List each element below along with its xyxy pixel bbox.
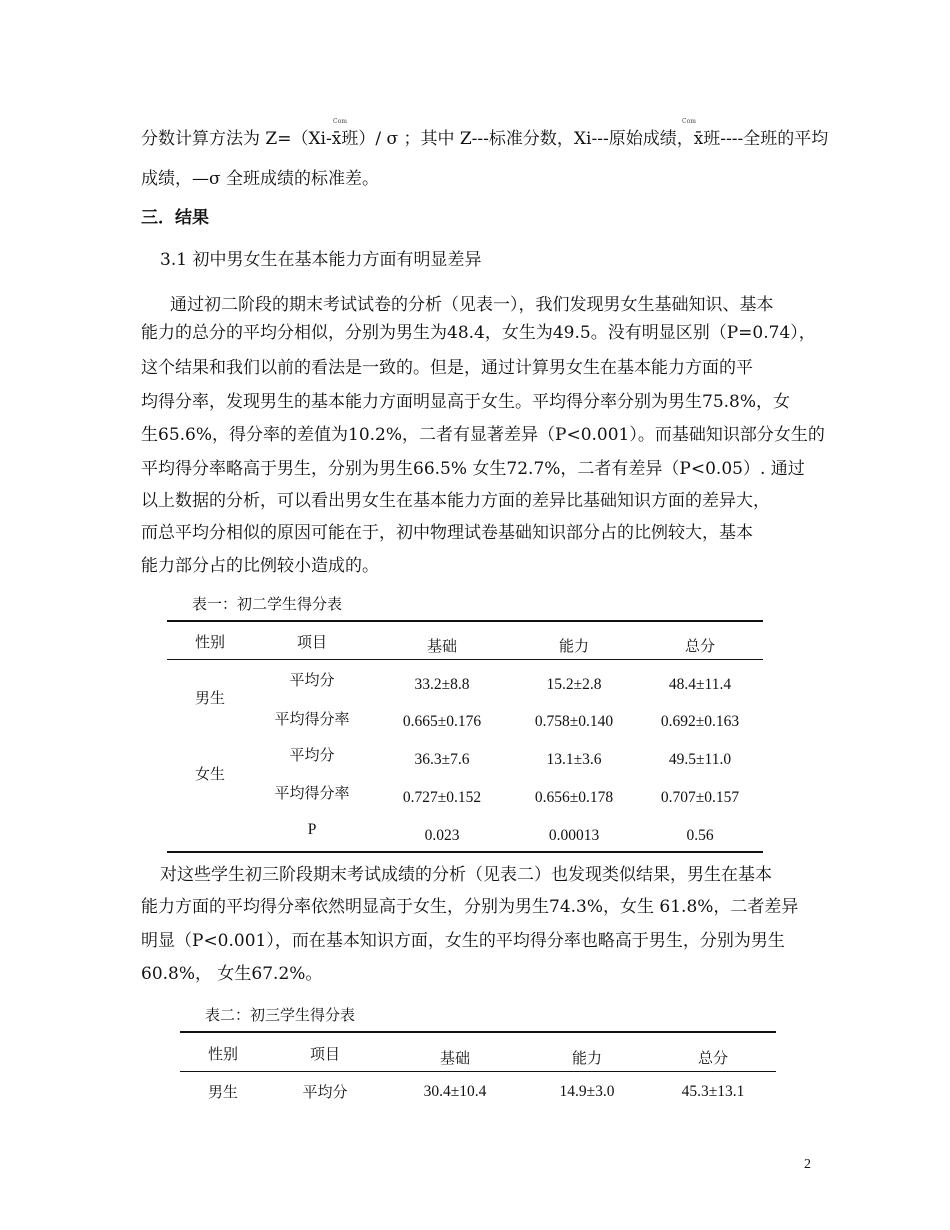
table-cell: 0.692±0.163	[660, 713, 740, 730]
table-cell: 0.707±0.157	[660, 789, 740, 806]
superscript-label-2: Com	[682, 118, 696, 125]
subsection-heading: 3.1 初中男女生在基本能力方面有明显差异	[160, 250, 482, 270]
table-row-label: 平均分	[302, 1083, 348, 1101]
table-row-label: 平均分	[289, 671, 335, 689]
paragraph-line: 对这些学生初三阶段期末考试成绩的分析（见表二）也发现类似结果，男生在基本	[160, 865, 772, 885]
table-row-label: 平均得分率	[274, 784, 350, 802]
paragraph-line: 而总平均分相似的原因可能在于，初中物理试卷基础知识部分占的比例较大，基本	[141, 523, 753, 543]
superscript-label-1: Com	[333, 118, 347, 125]
table-header-rule	[167, 659, 763, 660]
table-top-rule	[180, 1031, 776, 1033]
table-cell: 45.3±13.1	[681, 1083, 745, 1100]
paragraph-line: 通过初二阶段的期末考试试卷的分析（见表一），我们发现男女生基础知识、基本	[170, 295, 774, 315]
paragraph-line: 能力的总分的平均分相似，分别为男生为48.4，女生为49.5。没有明显区别（P=0.74），	[141, 323, 816, 343]
paragraph-line: 明显（P<0.001），而在基本知识方面，女生的平均得分率也略高于男生，分别为男生	[141, 931, 785, 951]
table-group-label: 男生	[207, 1083, 238, 1101]
paragraph-line: 平均得分率略高于男生，分别为男生66.5% 女生72.7%，二者有差异（P<0.05）. 通过	[141, 459, 805, 479]
paragraph-line: 生65.6%，得分率的差值为10.2%，二者有显著差异（P<0.001）。而基础知识部分女生的	[141, 425, 825, 445]
table-header-cell: 性别	[194, 633, 225, 651]
paragraph-line: 均得分率，发现男生的基本能力方面明显高于女生。平均得分率分别为男生75.8%，女	[141, 392, 791, 412]
table-header-cell: 性别	[207, 1045, 238, 1063]
formula-line-2: 成绩，—σ 全班成绩的标准差。	[141, 169, 380, 189]
table-header-rule	[180, 1071, 776, 1072]
page-number: 2	[804, 1157, 811, 1172]
table-header-cell: 项目	[296, 633, 327, 651]
table-cell: 13.1±3.6	[546, 751, 602, 768]
section-heading: 三．结果	[141, 208, 209, 228]
table-header-cell: 能力	[571, 1049, 602, 1067]
table-header-cell: 总分	[697, 1049, 728, 1067]
table-header-cell: 总分	[684, 637, 715, 655]
table-cell: 0.56	[686, 827, 714, 844]
paragraph-line: 以上数据的分析，可以看出男女生在基本能力方面的差异比基础知识方面的差异大，	[141, 491, 770, 511]
table-cell: 0.758±0.140	[534, 713, 614, 730]
table-cell: 0.00013	[548, 827, 600, 844]
table-cell: 36.3±7.6	[414, 751, 470, 768]
table-group-label: 女生	[194, 765, 225, 783]
table-group-label: 男生	[194, 689, 225, 707]
table-top-rule	[167, 620, 763, 622]
table-1-caption: 表一：初二学生得分表	[192, 595, 343, 613]
paragraph-line: 能力部分占的比例较小造成的。	[141, 556, 379, 576]
paragraph-line: 60.8%， 女生67.2%。	[141, 964, 323, 984]
table-cell: 0.656±0.178	[534, 789, 614, 806]
formula-line-1: 分数计算方法为 Z=（Xi-x̄班）/ σ ；其中 Z---标准分数，Xi---原始成绩，x̄班----全班的平均	[141, 129, 829, 149]
table-header-cell: 基础	[426, 637, 457, 655]
paragraph-line: 这个结果和我们以前的看法是一致的。但是，通过计算男女生在基本能力方面的平	[141, 358, 753, 378]
table-bottom-rule	[167, 851, 763, 853]
table-cell: 33.2±8.8	[414, 676, 470, 693]
paragraph-line: 能力方面的平均得分率依然明显高于女生，分别为男生74.3%，女生 61.8%，二者差异	[141, 897, 799, 917]
table-cell: 15.2±2.8	[546, 676, 602, 693]
table-cell: 0.665±0.176	[402, 713, 482, 730]
table-cell: 30.4±10.4	[423, 1083, 487, 1100]
table-row-label: 平均得分率	[274, 710, 350, 728]
table-header-cell: 能力	[558, 637, 589, 655]
table-cell: 0.023	[424, 827, 460, 844]
table-row-label: P	[307, 821, 317, 838]
table-2-caption: 表二：初三学生得分表	[205, 1006, 356, 1024]
table-cell: 0.727±0.152	[402, 789, 482, 806]
table-cell: 49.5±11.0	[668, 751, 732, 768]
table-row-label: 平均分	[289, 746, 335, 764]
table-cell: 14.9±3.0	[559, 1083, 615, 1100]
table-header-cell: 基础	[439, 1049, 470, 1067]
table-cell: 48.4±11.4	[668, 676, 732, 693]
table-header-cell: 项目	[309, 1045, 340, 1063]
